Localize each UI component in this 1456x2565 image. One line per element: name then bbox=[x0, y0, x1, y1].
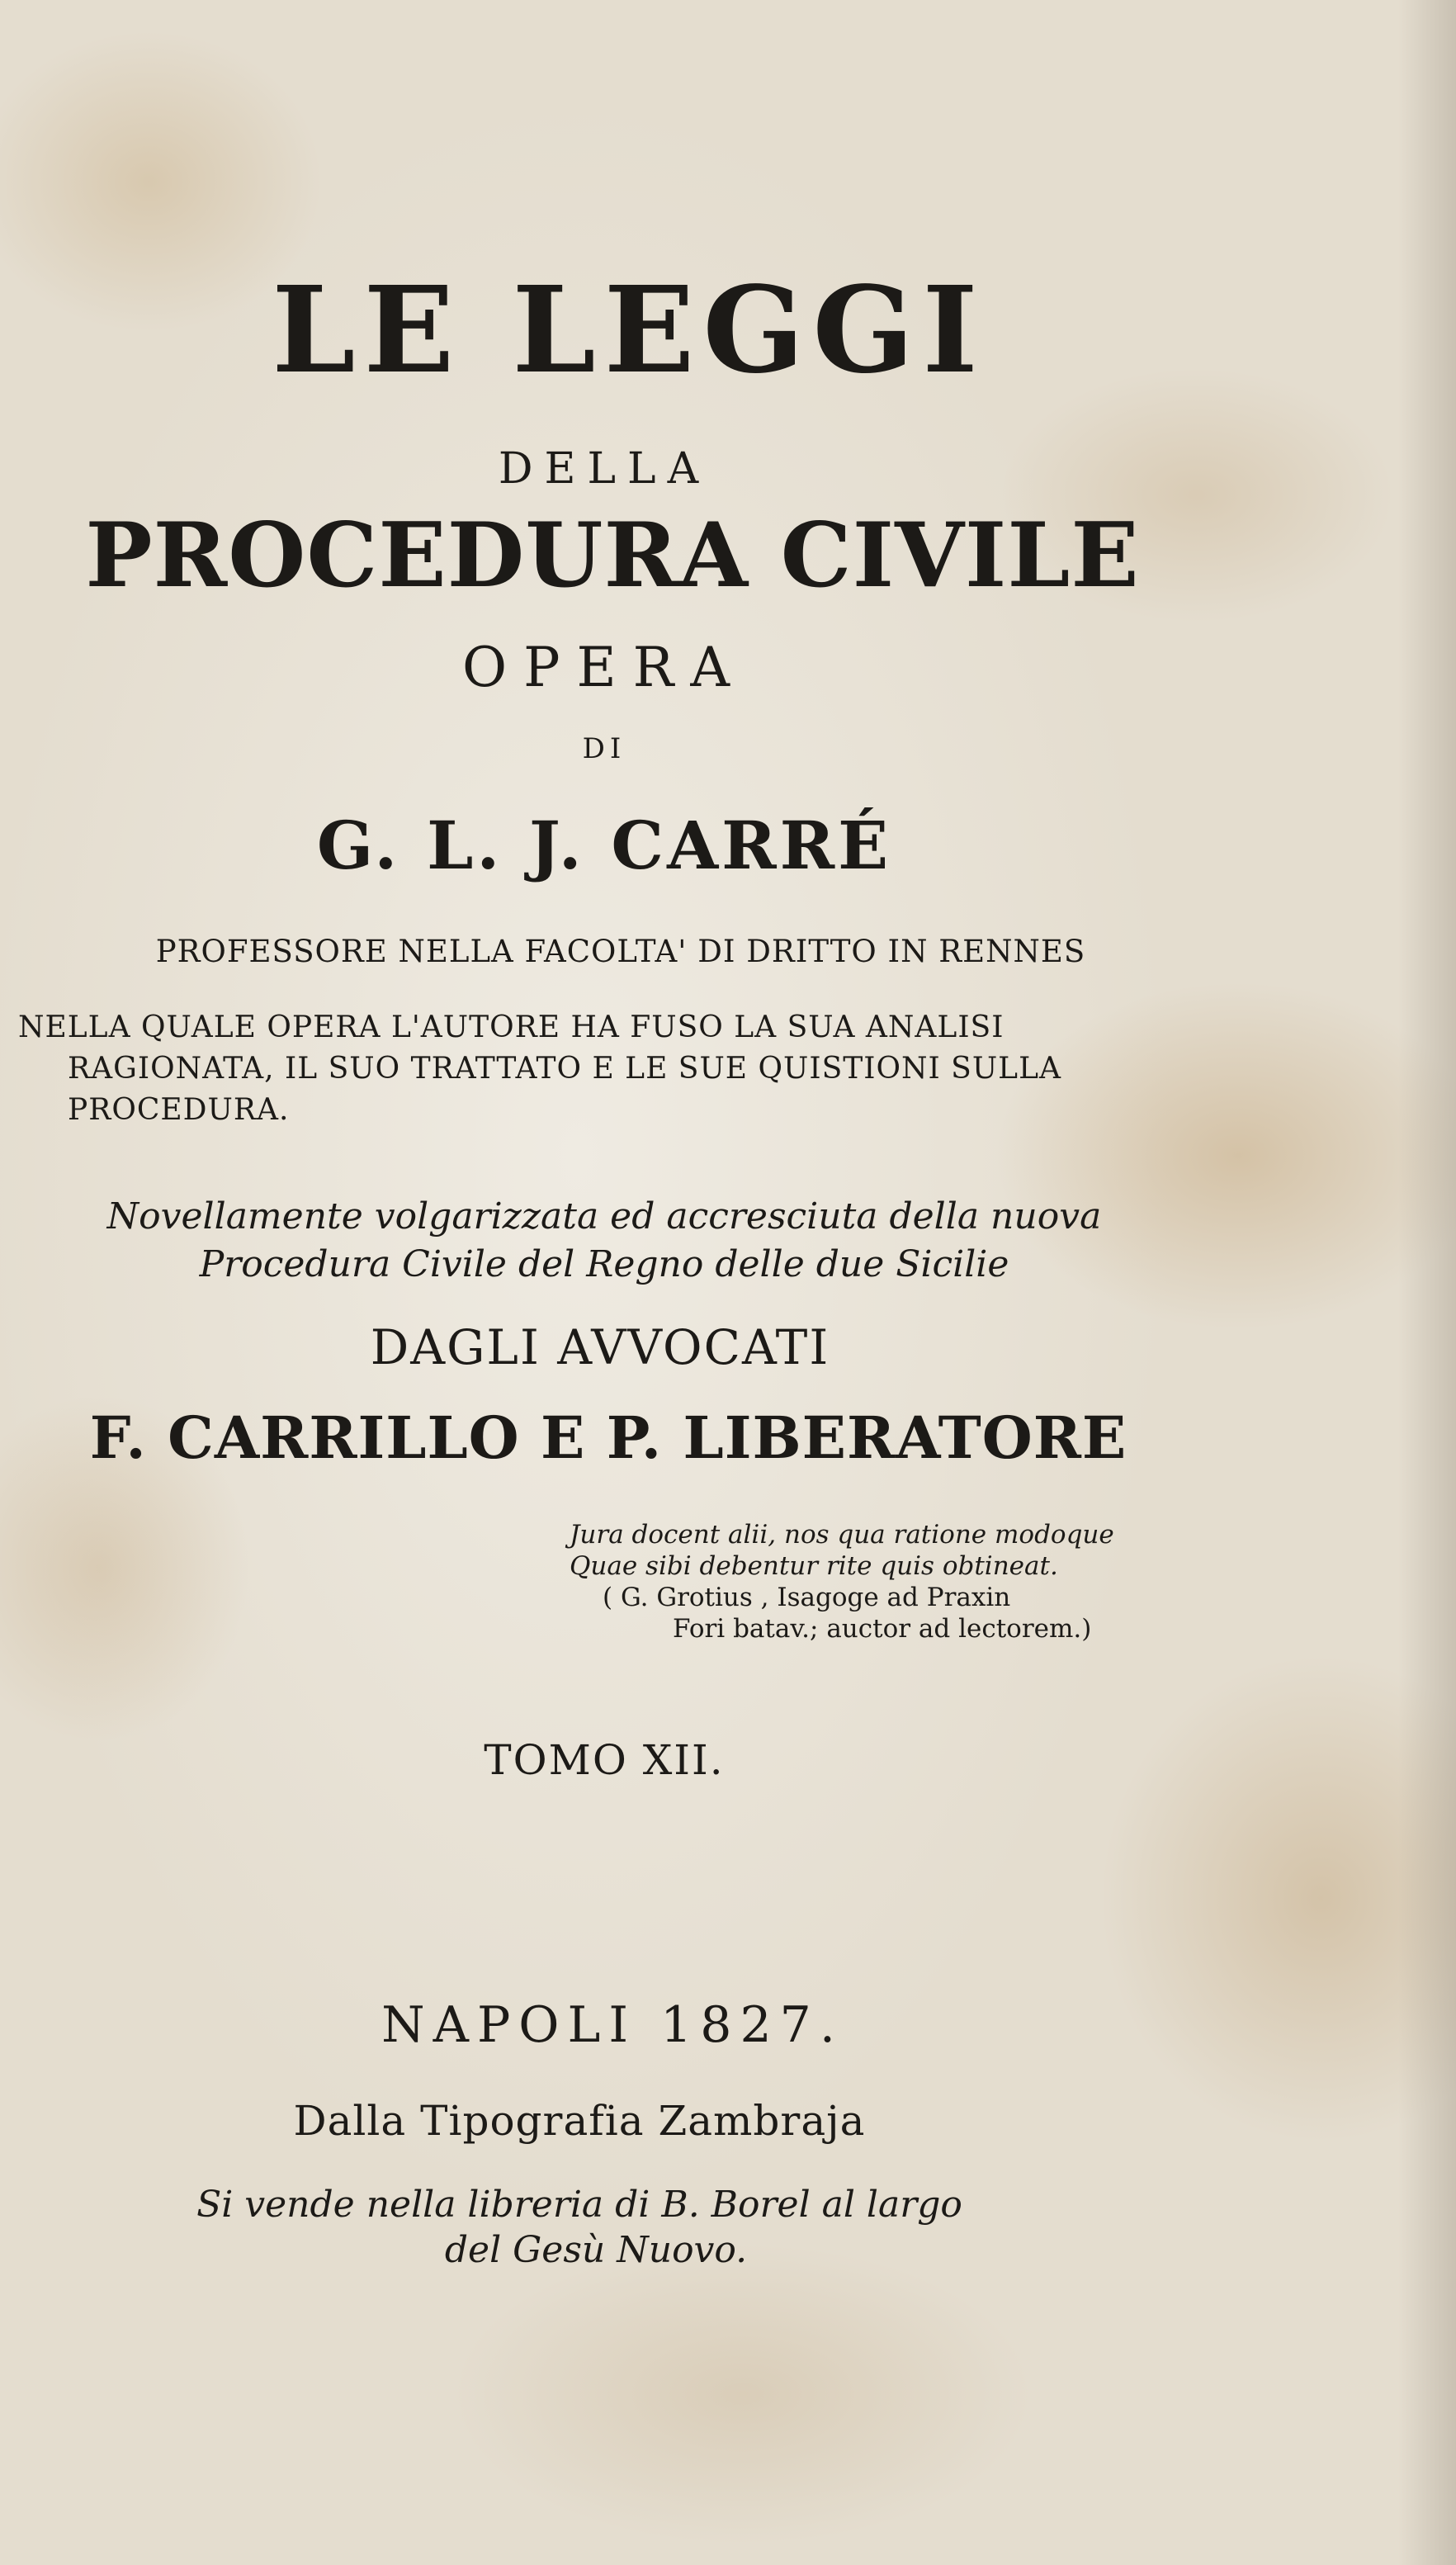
page-edge-shadow bbox=[1398, 0, 1456, 2565]
description-line: RAGIONATA, IL SUO TRATTATO E LE SUE QUISTIONI SULLA bbox=[68, 1052, 1061, 1086]
title-connector: DELLA bbox=[498, 444, 711, 494]
translators-intro: DAGLI AVVOCATI bbox=[370, 1319, 830, 1375]
author-name: G. L. J. CARRÉ bbox=[316, 807, 892, 884]
translation-note-line: Novellamente volgarizzata ed accresciuta della nuova bbox=[106, 1195, 1102, 1238]
epigraph-line: Jura docent alii, nos qua ratione modoque bbox=[570, 1520, 1114, 1550]
imprint-seller-line: Si vende nella libreria di B. Borel al largo bbox=[196, 2184, 962, 2226]
work-label: OPERA bbox=[461, 636, 747, 699]
epigraph-citation: ( G. Grotius , Isagoge ad Praxin bbox=[603, 1583, 1011, 1612]
title-line-2: PROCEDURA CIVILE bbox=[85, 504, 1140, 608]
epigraph bbox=[570, 1519, 1114, 1645]
imprint-seller-line: del Gesù Nuovo. bbox=[444, 2229, 748, 2271]
title-line-1: LE LEGGI bbox=[272, 260, 986, 400]
description-line: NELLA QUALE OPERA L'AUTORE HA FUSO LA SUA ANALISI bbox=[18, 1010, 1005, 1044]
author-connector: DI bbox=[582, 732, 626, 765]
volume-number: TOMO XII. bbox=[484, 1736, 725, 1784]
translators-names: F. CARRILLO E P. LIBERATORE bbox=[89, 1403, 1127, 1472]
epigraph-citation: Fori batav.; auctor ad lectorem.) bbox=[673, 1614, 1092, 1644]
translation-note-line: Procedura Civile del Regno delle due Sicilie bbox=[199, 1243, 1009, 1285]
imprint-printer: Dalla Tipografia Zambraja bbox=[293, 2097, 866, 2145]
author-role: PROFESSORE NELLA FACOLTA' DI DRITTO IN RENNES bbox=[155, 934, 1086, 969]
epigraph-line: Quae sibi debentur rite quis obtineat. bbox=[570, 1551, 1058, 1581]
description-line: PROCEDURA. bbox=[68, 1093, 290, 1127]
imprint-place-year: NAPOLI 1827. bbox=[381, 1996, 844, 2054]
description-paragraph bbox=[18, 1007, 1157, 1131]
